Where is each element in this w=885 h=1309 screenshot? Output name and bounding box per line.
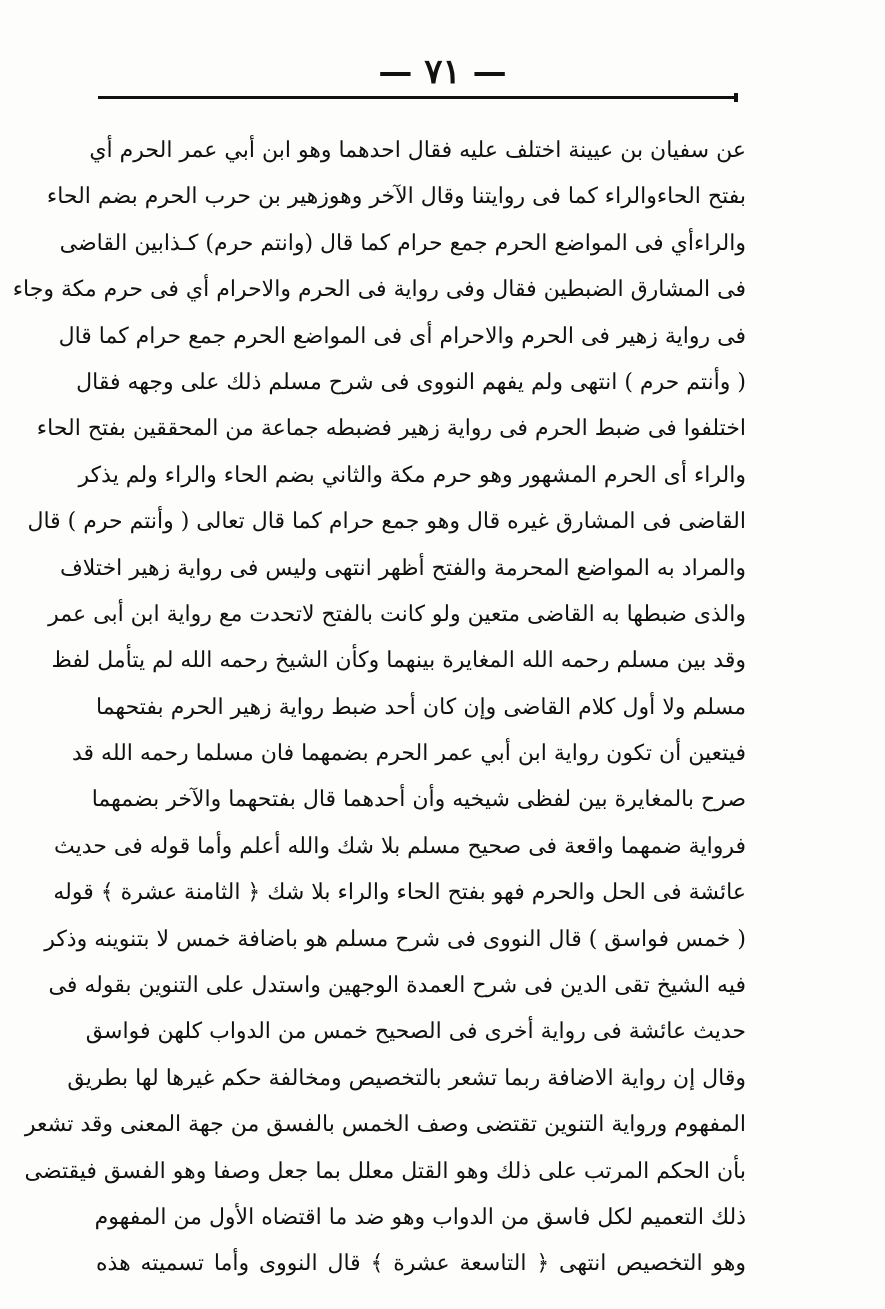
text-line: وهو التخصيص انتهى ﴿ التاسعة عشرة ﴾ قال النووى وأما تسميته هذه: [96, 1251, 746, 1277]
text-line: والراءأي فى المواضع الحرم جمع حرام كما قال (وانتم حرم) كـذابين القاضى: [59, 230, 746, 256]
text-line: وقال إن رواية الاضافة ربما تشعر بالتخصيص ومخالفة حكم غيرها لها بطريق: [67, 1065, 746, 1091]
text-line: اختلفوا فى ضبط الحرم فى رواية زهير فضبطه جماعة من المحققين بفتح الحاء: [36, 416, 746, 442]
text-line: وقد بين مسلم رحمه الله المغايرة بينهما وكأن الشيخ رحمه الله لم يتأمل لفظ: [51, 648, 746, 674]
text-line: والذى ضبطها به القاضى متعين ولو كانت بالفتح لاتحدت مع رواية ابن أبى عمر: [48, 601, 746, 627]
text-line: صرح بالمغايرة بين لفظى شيخيه وأن أحدهما قال بفتحهما والآخر بضمهما: [91, 787, 746, 813]
text-line: عائشة فى الحل والحرم فهو بفتح الحاء والراء بلا شك ﴿ الثامنة عشرة ﴾ قوله: [53, 880, 746, 906]
text-line: القاضى فى المشارق غيره قال وهو جمع حرام كما قال تعالى ( وأنتم حرم ) قال: [27, 509, 746, 535]
text-line: المفهوم ورواية التنوين تقتضى وصف الخمس بالفسق من جهة المعنى وقد تشعر: [24, 1112, 746, 1138]
text-line: ذلك التعميم لكل فاسق من الدواب وهو ضد ما اقتضاه الأول من المفهوم: [94, 1204, 746, 1230]
text-line: مسلم ولا أول كلام القاضى وإن كان أحد ضبط رواية زهير الحرم بفتحهما: [96, 694, 746, 720]
text-line: بأن الحكم المرتب على ذلك وهو القتل معلل بما جعل وصفا وهو الفسق فيقتضى: [24, 1158, 746, 1184]
text-line: ( وأنتم حرم ) انتهى ولم يفهم النووى فى شرح مسلم ذلك على وجهه فقال: [76, 369, 746, 395]
text-line: بفتح الحاءوالراء كما فى روايتنا وقال الآخر وهوزهير بن حرب الحرم بضم الحاء: [46, 184, 746, 210]
text-line: فى المشارق الضبطين فقال وفى رواية فى الحرم والاحرام أي فى حرم مكة وجاء: [12, 277, 746, 303]
body-text: [12, 128, 746, 1288]
text-line: فيتعين أن تكون رواية ابن أبي عمر الحرم بضمهما فان مسلما رحمه الله قد: [71, 741, 746, 767]
text-line: ( خمس فواسق ) قال النووى فى شرح مسلم هو باضافة خمس لا بتنوينه وذكر: [44, 926, 746, 952]
text-line: فيه الشيخ تقى الدين فى شرح العمدة الوجهين واستدل على التنوين بقوله فى: [48, 973, 746, 999]
header-rule: [98, 96, 736, 99]
text-line: فرواية ضمهما واقعة فى صحيح مسلم بلا شك والله أعلم وأما قوله فى حديث: [54, 833, 746, 859]
text-line: حديث عائشة فى رواية أخرى فى الصحيح خمس من الدواب كلهن فواسق: [85, 1019, 746, 1045]
text-line: فى رواية زهير فى الحرم والاحرام أى فى المواضع الحرم جمع حرام كما قال: [58, 323, 746, 349]
text-line: عن سفيان بن عيينة اختلف عليه فقال احدهما وهو ابن أبي عمر الحرم أي: [89, 138, 746, 163]
page-number: — ٧١ —: [378, 52, 507, 92]
header-rule-end-mark: [734, 93, 738, 102]
text-line: والراء أى الحرم المشهور وهو حرم مكة والثاني بضم الحاء والراء ولم يذكر: [78, 462, 746, 488]
text-line: والمراد به المواضع المحرمة والفتح أظهر انتهى وليس فى رواية زهير اختلاف: [60, 555, 746, 581]
